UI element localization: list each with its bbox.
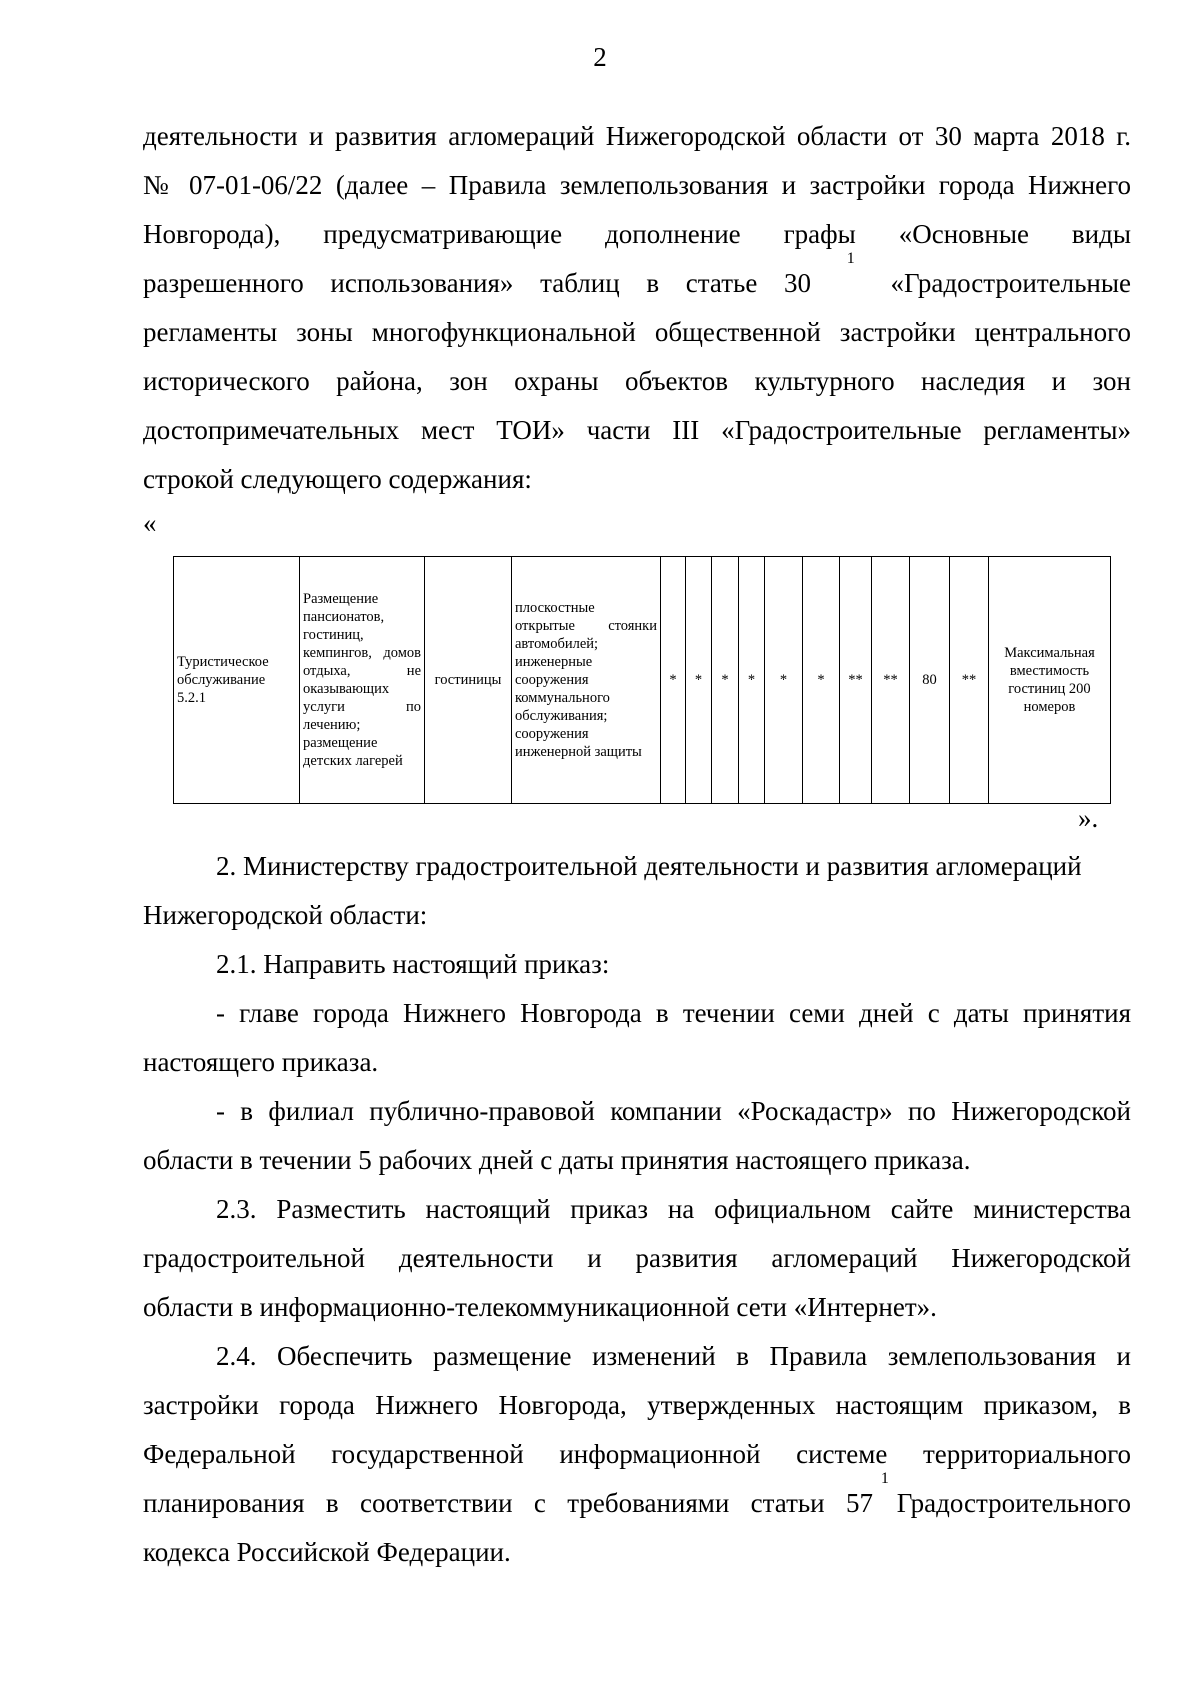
- item-line: 2.3. Разместить настоящий приказ на официальном сайте министерства: [216, 1194, 1131, 1224]
- table-cell-param: **: [872, 557, 910, 804]
- table-cell-note: Максимальная вместимость гостиниц 200 номеров: [989, 557, 1111, 804]
- item-line: 2.4. Обеспечить размещение изменений в Правила землепользования и: [216, 1341, 1131, 1371]
- item-title: 2.1. Направить настоящий приказ:: [216, 949, 610, 979]
- table-cell-code: Туристическое обслуживание 5.2.1: [174, 557, 300, 804]
- item-2-1-paragraph: [143, 940, 1131, 1185]
- item-line-text: Градостроительного: [896, 1488, 1131, 1518]
- table-cell-auxiliary: плоскостные открытые стоянки автомобилей; инженерные сооружения коммунального обслуживания; сооружения инженерной защиты: [512, 557, 661, 804]
- table-cell-param: *: [739, 557, 765, 804]
- intro-line: Новгорода), предусматривающие дополнение графы «Основные виды: [143, 219, 1131, 249]
- item-line: области в информационно-телекоммуникационной сети «Интернет».: [143, 1292, 937, 1322]
- item-line: 2. Министерству градостроительной деятельности и развития агломераций: [216, 851, 1082, 881]
- intro-line: № 07-01-06/22 (далее – Правила землепользования и застройки города Нижнего: [143, 170, 1131, 200]
- intro-line-text: разрешенного использования» таблиц в статье 30: [143, 268, 811, 298]
- item-2-paragraph: [143, 842, 1131, 940]
- table-cell-param: *: [661, 557, 686, 804]
- intro-line: достопримечательных мест ТОИ» части III «Градостроительные регламенты»: [143, 415, 1131, 445]
- page-number: 2: [593, 42, 607, 72]
- intro-line: деятельности и развития агломераций Нижегородской области от 30 марта 2018 г.: [143, 121, 1131, 151]
- intro-line-part: [143, 259, 811, 308]
- superscript: 1: [880, 1470, 889, 1487]
- table-cell-param: *: [803, 557, 840, 804]
- superscript: 1: [846, 250, 855, 267]
- item-line: - в филиал публично-правовой компании «Роскадастр» по Нижегородской: [216, 1096, 1131, 1126]
- intro-paragraph: [143, 112, 1131, 504]
- item-line: застройки города Нижнего Новгорода, утвержденных настоящим приказом, в: [143, 1390, 1131, 1420]
- table-cell-param: 80: [910, 557, 950, 804]
- table-cell-param: **: [950, 557, 989, 804]
- intro-line: строкой следующего содержания:: [143, 464, 532, 494]
- intro-line-text: «Градостроительные: [890, 268, 1131, 298]
- table-cell-param: *: [686, 557, 712, 804]
- item-line-text: планирования в соответствии с требованиями статьи 57: [143, 1488, 873, 1518]
- item-line: области в течении 5 рабочих дней с даты принятия настоящего приказа.: [143, 1145, 971, 1175]
- item-line: градостроительной деятельности и развития агломераций Нижегородской: [143, 1243, 1131, 1273]
- item-line: Федеральной государственной информационной системе территориального: [143, 1439, 1131, 1469]
- intro-line-with-superscript: [143, 250, 1131, 308]
- item-line: настоящего приказа.: [143, 1047, 379, 1077]
- table-row: [174, 557, 1111, 804]
- regulation-table: [173, 556, 1111, 804]
- item-line: Нижегородской области:: [143, 900, 428, 930]
- item-line: кодекса Российской Федерации.: [143, 1537, 511, 1567]
- item-line-with-superscript: [143, 1470, 1131, 1528]
- quote-open: «: [143, 508, 157, 538]
- table-cell-object: гостиницы: [425, 557, 512, 804]
- table-cell-param: *: [765, 557, 803, 804]
- item-2-4-paragraph: [143, 1332, 1131, 1577]
- intro-line: исторического района, зон охраны объектов культурного наследия и зон: [143, 366, 1131, 396]
- quote-close: ».: [1078, 803, 1099, 833]
- table-cell-param: **: [840, 557, 872, 804]
- item-line: - главе города Нижнего Новгорода в течении семи дней с даты принятия: [216, 998, 1131, 1028]
- table-cell-description: Размещение пансионатов, гостиниц, кемпингов, домов отдыха, не оказывающих услуги по лечению; размещение детских лагерей: [300, 557, 425, 804]
- table-cell-param: *: [712, 557, 739, 804]
- intro-line: регламенты зоны многофункциональной общественной застройки центрального: [143, 317, 1131, 347]
- item-2-3-paragraph: [143, 1185, 1131, 1332]
